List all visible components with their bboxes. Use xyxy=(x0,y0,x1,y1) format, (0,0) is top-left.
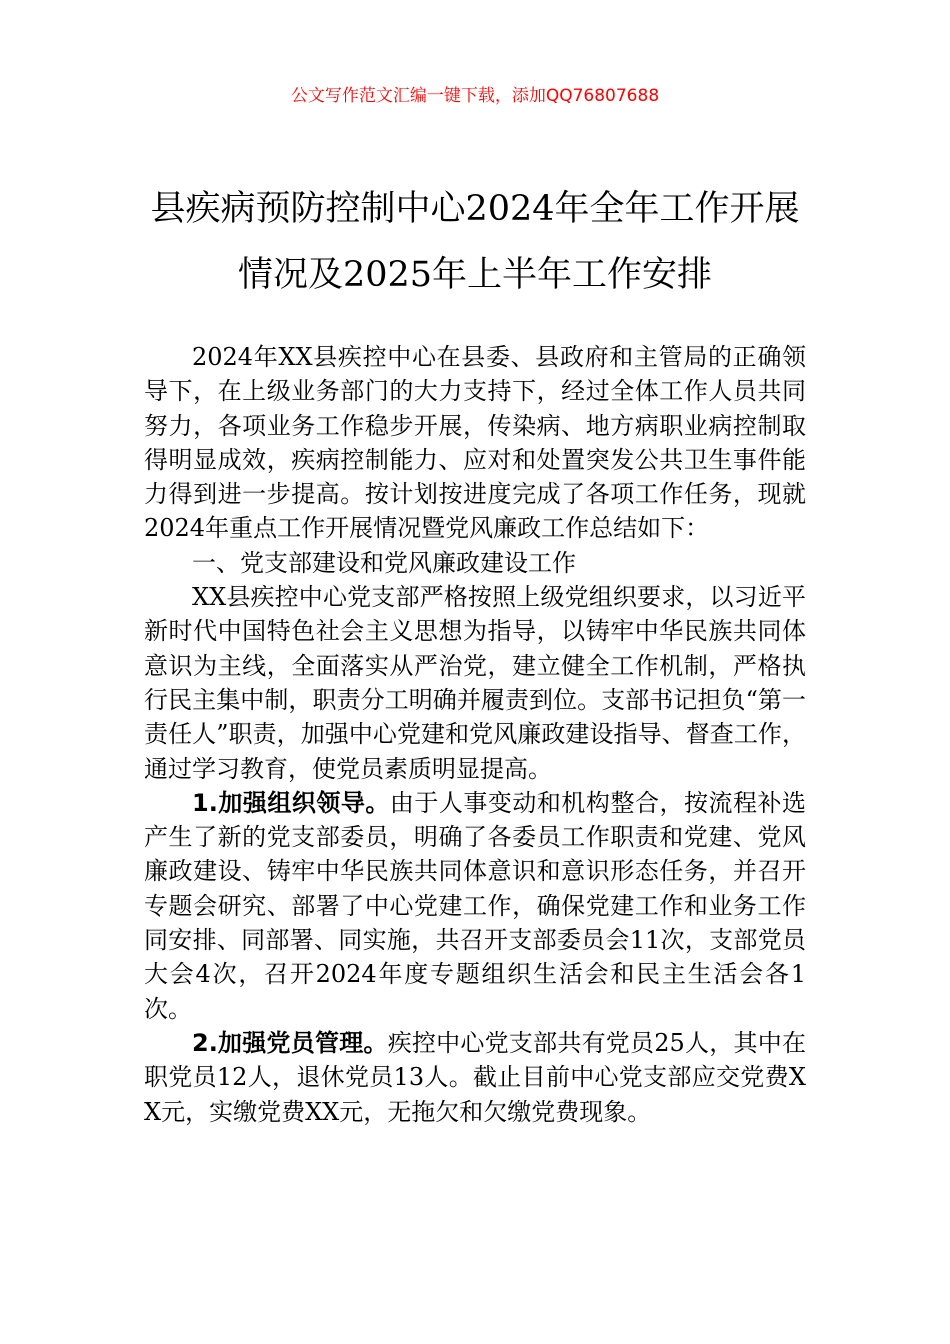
item-1-body: 由于人事变动和机构整合，按流程补选产生了新的党支部委员，明确了各委员工作职责和党建、党风廉政建设、铸牢中华民族共同体意识和意识形态任务，并召开专题会研究、部署了中心党建工作，确保党建工作和业务工作同安排、同部署、同实施，共召开支部委员会11次，支部党员大会4次，召开2024年度专题组织生活会和民主生活会各1次。 xyxy=(144,788,806,1023)
item-2-lead: 2.加强党员管理。 xyxy=(192,1028,388,1057)
document-body xyxy=(144,340,806,1129)
title-line-1: 县疾病预防控制中心2024年全年工作开展 xyxy=(150,189,800,229)
download-banner: 公文写作范文汇编一键下载，添加QQ76807688 xyxy=(290,86,660,106)
section-1-heading: 一、党支部建设和党风廉政建设工作 xyxy=(192,548,576,577)
item-2-body: 疾控中心党支部共有党员25人，其中在职党员12人，退休党员13人。截止目前中心党支部应交党费XX元，实缴党费XX元，无拖欠和欠缴党费现象。 xyxy=(144,1028,806,1126)
item-1-lead: 1.加强组织领导。 xyxy=(192,788,390,817)
item-2-paragraph xyxy=(144,1026,806,1129)
section-1-paragraph: XX县疾控中心党支部严格按照上级党组织要求，以习近平新时代中国特色社会主义思想为指导，以铸牢中华民族共同体意识为主线，全面落实从严治党，建立健全工作机制，严格执行民主集中制，职责分工明确并履责到位。支部书记担负“第一责任人”职责，加强中心党建和党风廉政建设指导、督查工作，通过学习教育，使党员素质明显提高。 xyxy=(144,583,806,783)
document-title xyxy=(120,176,830,308)
item-1-paragraph xyxy=(144,786,806,1026)
title-line-2: 情况及2025年上半年工作安排 xyxy=(237,255,713,295)
intro-paragraph: 2024年XX县疾控中心在县委、县政府和主管局的正确领导下，在上级业务部门的大力支持下，经过全体工作人员共同努力，各项业务工作稳步开展，传染病、地方病职业病控制取得明显成效，疾病控制能力、应对和处置突发公共卫生事件能力得到进一步提高。按计划按进度完成了各项工作任务，现就2024年重点工作开展情况暨党风廉政工作总结如下： xyxy=(144,343,806,543)
